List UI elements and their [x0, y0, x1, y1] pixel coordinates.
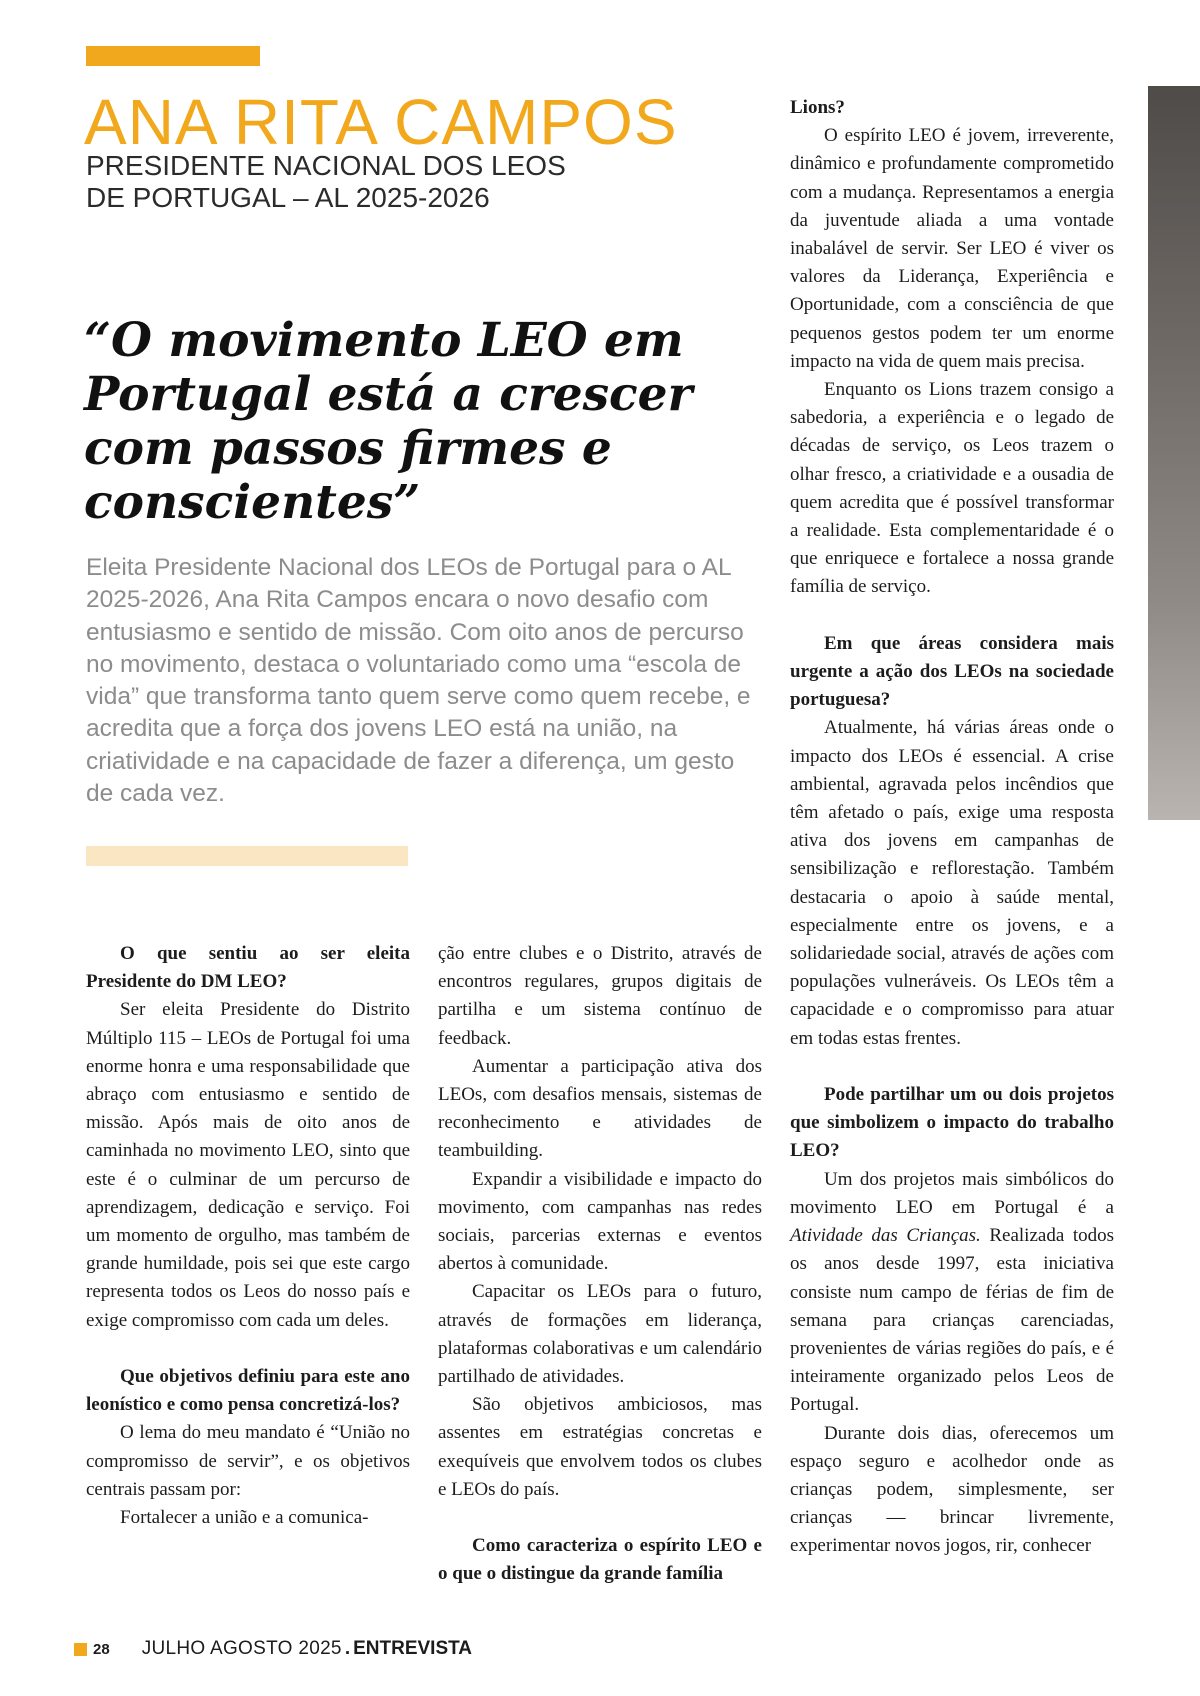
- role-line-1: PRESIDENTE NACIONAL DOS LEOS: [86, 150, 566, 181]
- question-1: O que sentiu ao ser eleita Presidente do DM LEO?: [86, 943, 410, 993]
- role-line-2: DE PORTUGAL – AL 2025-2026: [86, 182, 490, 213]
- question-4: Em que áreas considera mais urgente a ação dos LEOs na sociedade portuguesa?: [790, 632, 1114, 711]
- answer-paragraph: Durante dois dias, oferecemos um espaço seguro e acolhedor onde as crianças podem, simplesmente, ser crianças — brincar livremente, experimentar novos jogos, rir, conhecer: [790, 1422, 1114, 1557]
- answer-paragraph: Atualmente, há várias áreas onde o impacto dos LEOs é essencial. A crise ambiental, agravada pelos incêndios que têm afetado o país, exige uma resposta ativa dos jovens em campanhas de sensibilização e reflorestação. Também destacaria o apoio à saúde mental, especialmente entre os jovens, e a solidariedade social, através de ações com populações vulneráveis. Os LEOs têm a capacidade e o compromisso para atuar em todas estas frentes.: [790, 717, 1114, 1049]
- answer-text: Realizada todos os anos desde 1997, esta iniciativa consiste num campo de férias de fim de semana para crianças carenciadas, provenientes de várias regiões do país, e é inteiramente organizado pelos Leos de Portugal.: [790, 1225, 1114, 1416]
- article-lead: Eleita Presidente Nacional dos LEOs de Portugal para o AL 2025-2026, Ana Rita Campos encara o novo desafio com entusiasmo e sentido de missão. Com oito anos de percurso no movimento, destaca o voluntariado como uma “escola de vida” que transforma tanto quem serve como quem recebe, e acredita que a força dos jovens LEO está na união, na criatividade e na capacidade de fazer a diferença, um gesto de cada vez.: [86, 554, 751, 808]
- answer-paragraph: Fortalecer a união e a comunica-: [120, 1507, 369, 1529]
- footer-separator: .: [344, 1638, 351, 1659]
- decorative-accent-bar-mid: [86, 846, 408, 866]
- answer-paragraph: Enquanto os Lions trazem consigo a sabedoria, a experiência e o legado de décadas de serviço, os Leos trazem o olhar fresco, a criatividade e a ousadia de quem acredita que é possível transformar a realidade. Esta complementaridade é o que enriquece e fortalece a nossa grande família de serviço.: [790, 379, 1114, 598]
- answer-paragraph: Aumentar a participação ativa dos LEOs, com desafios mensais, sistemas de reconhecimento e atividades de teambuilding.: [438, 1055, 762, 1162]
- article-column-1: [86, 940, 410, 1532]
- article-column-2: [438, 940, 762, 1589]
- answer-paragraph: Ser eleita Presidente do Distrito Múltiplo 115 – LEOs de Portugal foi uma enorme honra e uma responsabilidade que abraço com entusiasmo e sentido de missão. Após mais de oito anos de caminhada no movimento LEO, sinto que este é o culminar de um percurso de aprendizagem, dedicação e serviço. Foi um momento de orgulho, mas também de grande humildade, pois sei que este cargo representa todos os Leos do nosso país e exige compromisso com cada um deles.: [86, 999, 410, 1331]
- issue-date: JULHO AGOSTO 2025: [141, 1638, 342, 1659]
- answer-paragraph: O espírito LEO é jovem, irreverente, dinâmico e profundamente comprometido com a mudança. Representamos a energia da juventude aliada a uma vontade inabalável de servir. Ser LEO é viver os valores da Liderança, Experiência e Oportunidade, com a consciência de que pequenos gestos podem ter um enorme impacto na vida de quem mais precisa.: [790, 125, 1114, 372]
- article-column-3: [790, 94, 1114, 1561]
- answer-text: Um dos projetos mais simbólicos do movimento LEO em Portugal é a: [790, 1168, 1114, 1218]
- question-3: Como caracteriza o espírito LEO e o que o distingue da grande família: [438, 1535, 762, 1585]
- page-marker-square: [74, 1643, 87, 1656]
- answer-paragraph: ção entre clubes e o Distrito, através de encontros regulares, grupos digitais de partilha e um sistema contínuo de feedback.: [438, 943, 762, 1049]
- article-headline-quote: “O movimento LEO em Portugal está a crescer com passos firmes e conscientes”: [84, 313, 693, 530]
- answer-paragraph: O lema do meu mandato é “União no compromisso de servir”, e os objetivos centrais passam por:: [86, 1422, 410, 1500]
- interviewee-role: [86, 150, 566, 214]
- side-photo-strip: [1148, 86, 1200, 820]
- question-2: Que objetivos definiu para este ano leonístico e como pensa concretizá-los?: [86, 1366, 410, 1416]
- answer-paragraph: Capacitar os LEOs para o futuro, através de formações em liderança, plataformas colaborativas e um calendário partilhado de atividades.: [438, 1281, 762, 1388]
- question-5: Pode partilhar um ou dois projetos que simbolizem o impacto do trabalho LEO?: [790, 1084, 1114, 1162]
- decorative-accent-bar-top: [86, 46, 260, 66]
- answer-paragraph: Expandir a visibilidade e impacto do movimento, com campanhas nas redes sociais, parcerias externas e eventos abertos à comunidade.: [438, 1168, 762, 1275]
- page-number: 28: [93, 1640, 110, 1658]
- answer-paragraph: São objetivos ambiciosos, mas assentes em estratégias concretas e exequíveis que envolvem todos os clubes e LEOs do país.: [438, 1394, 762, 1500]
- answer-paragraph: [790, 1166, 1114, 1420]
- interviewee-name: ANA RITA CAMPOS: [84, 86, 678, 158]
- question-3-continued: Lions?: [790, 97, 845, 118]
- page-footer: [74, 1638, 472, 1660]
- project-name: Atividade das Crianças.: [790, 1225, 981, 1247]
- section-name: ENTREVISTA: [353, 1638, 473, 1659]
